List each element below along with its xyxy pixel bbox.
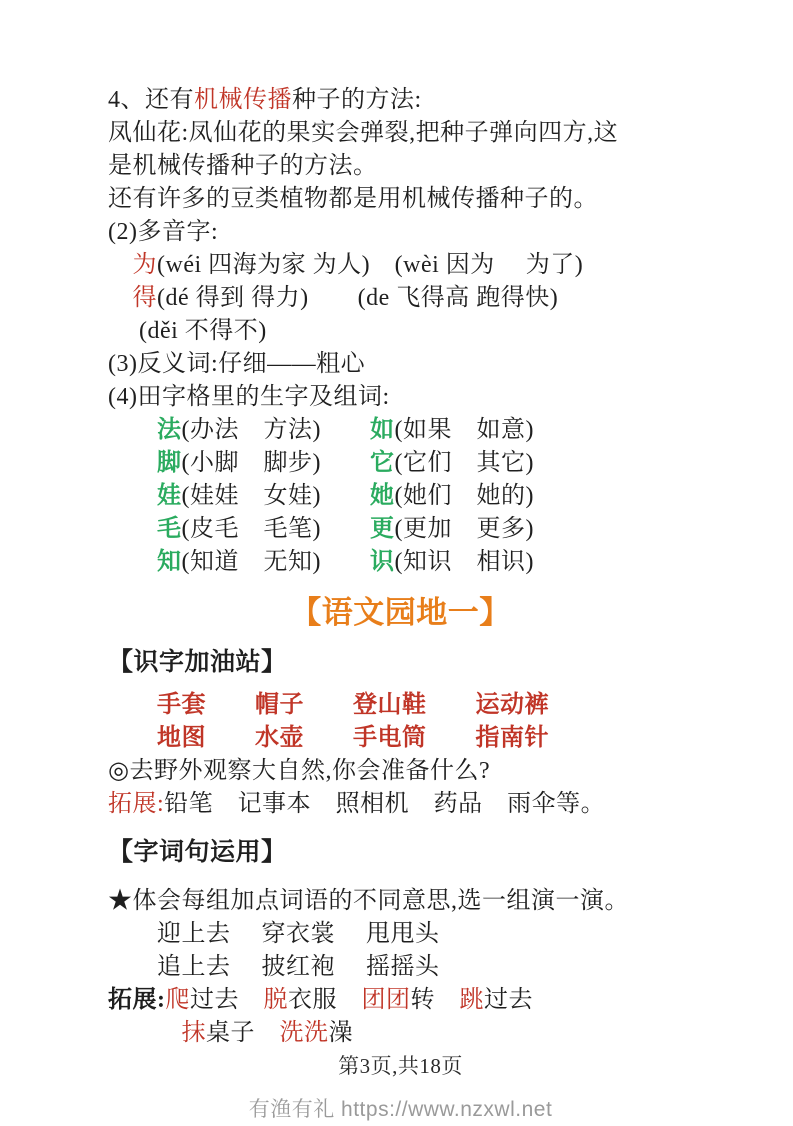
text-segment: 脱 xyxy=(263,987,288,1013)
text-segment xyxy=(321,483,370,509)
line-duoyinzi-title xyxy=(108,216,693,249)
text-segment: (办法 方法) xyxy=(181,417,321,443)
text-segment: (小脚 脚步) xyxy=(181,450,321,476)
text-segment: 【识字加油站】 xyxy=(108,649,287,676)
text-segment: 法 xyxy=(157,417,182,443)
line-shengzi-3 xyxy=(108,480,693,513)
text-segment: 转 xyxy=(410,987,460,1013)
line-duoyinzi-de xyxy=(108,282,693,315)
text-segment: (知道 无知) xyxy=(181,549,321,575)
text-segment: 爬 xyxy=(165,987,190,1013)
text-segment: 知 xyxy=(157,549,182,575)
document-body xyxy=(108,84,693,1050)
text-segment: 得 xyxy=(132,285,157,311)
text-segment: 追上去 披红袍 摇摇头 xyxy=(108,954,440,980)
text-segment: 衣服 xyxy=(288,987,362,1013)
text-segment: (3)反义词:仔细——粗心 xyxy=(108,351,366,377)
text-segment: 迎上去 穿衣裳 甩甩头 xyxy=(108,921,440,947)
line-shengzi-2 xyxy=(108,447,693,480)
text-segment: 【语文园地一】 xyxy=(290,595,511,630)
line-duoyinzi-dei xyxy=(108,315,693,348)
text-segment: 还有许多的豆类植物都是用机械传播种子的。 xyxy=(108,186,598,212)
text-segment: 洗洗 xyxy=(279,1020,329,1046)
line-phrase-row-1 xyxy=(108,918,693,951)
text-segment: 娃 xyxy=(157,483,182,509)
line-tuozhan-phrases-2 xyxy=(108,1017,693,1050)
text-segment: ◎去野外观察大自然,你会准备什么? xyxy=(108,758,491,784)
text-segment: (wéi 四海为家 为人) (wèi 因为 为了) xyxy=(157,252,584,278)
text-segment: (她们 她的) xyxy=(394,483,534,509)
text-segment: (更加 更多) xyxy=(394,516,534,542)
text-segment: 它 xyxy=(369,450,395,476)
line-fengxianhua-1 xyxy=(108,117,693,150)
text-segment: 拓展: xyxy=(108,987,166,1013)
text-segment xyxy=(108,725,157,751)
text-segment: 铅笔 记事本 照相机 药品 雨伞等。 xyxy=(164,791,606,817)
text-segment xyxy=(108,1020,182,1046)
text-segment: 澡 xyxy=(328,1020,353,1046)
page-footer xyxy=(108,1050,693,1126)
text-segment: (dé 得到 得力) (de 飞得高 跑得快) xyxy=(157,285,559,311)
text-segment xyxy=(321,417,370,443)
text-segment xyxy=(321,516,370,542)
watermark-url: 有渔有礼 https://www.nzxwl.net xyxy=(248,1098,553,1121)
line-phrase-row-2 xyxy=(108,951,693,984)
text-segment: (如果 如意) xyxy=(394,417,534,443)
text-segment: ★体会每组加点词语的不同意思,选一组演一演。 xyxy=(108,888,629,914)
heading-yuwen-yuandi-1 xyxy=(108,591,693,635)
text-segment: 抹 xyxy=(181,1020,206,1046)
text-segment: (2)多音字: xyxy=(108,219,219,245)
text-segment: (皮毛 毛笔) xyxy=(181,516,321,542)
text-segment xyxy=(108,549,157,575)
text-segment: 识 xyxy=(369,549,395,575)
line-mechanical-title xyxy=(108,84,693,117)
text-segment: (知识 相识) xyxy=(394,549,534,575)
line-shizi-words-2 xyxy=(108,722,693,755)
line-fanyici xyxy=(108,348,693,381)
text-segment: 毛 xyxy=(157,516,182,542)
line-star-instruction xyxy=(108,885,693,918)
text-segment: (娃娃 女娃) xyxy=(181,483,321,509)
line-duoyinzi-wei xyxy=(108,249,693,282)
text-segment: 地图 水壶 手电筒 指南针 xyxy=(157,725,549,751)
text-segment: (4)田字格里的生字及组词: xyxy=(108,384,390,410)
text-segment: 为 xyxy=(132,252,157,278)
page-number: 第3页,共18页 xyxy=(338,1054,463,1078)
line-tianzige-title xyxy=(108,381,693,414)
text-segment: 4、还有 xyxy=(108,87,194,113)
text-segment: 团团 xyxy=(361,987,411,1013)
heading-shizi-jiayouzhan xyxy=(108,645,693,681)
text-segment: 如 xyxy=(369,417,395,443)
text-segment xyxy=(108,417,157,443)
line-shengzi-5 xyxy=(108,546,693,579)
text-segment: 是机械传播种子的方法。 xyxy=(108,153,378,179)
text-segment: 机械传播 xyxy=(194,87,292,113)
text-segment: (它们 其它) xyxy=(394,450,534,476)
text-segment xyxy=(108,483,157,509)
text-segment: 脚 xyxy=(157,450,182,476)
text-segment xyxy=(108,450,157,476)
text-segment xyxy=(108,285,133,311)
text-segment xyxy=(321,450,370,476)
heading-zicijuyunyong xyxy=(108,835,693,871)
line-yewai-question xyxy=(108,755,693,788)
text-segment xyxy=(108,252,133,278)
text-segment: 手套 帽子 登山鞋 运动裤 xyxy=(157,692,549,718)
line-shengzi-1 xyxy=(108,414,693,447)
text-segment: 拓展: xyxy=(108,791,165,817)
text-segment: (děi 不得不) xyxy=(108,318,267,344)
text-segment: 凤仙花:凤仙花的果实会弹裂,把种子弹向四方,这 xyxy=(108,120,619,146)
text-segment xyxy=(108,692,157,718)
line-fengxianhua-2 xyxy=(108,150,693,183)
text-segment: 桌子 xyxy=(206,1020,280,1046)
line-tuozhan-phrases-1 xyxy=(108,984,693,1017)
line-shengzi-4 xyxy=(108,513,693,546)
text-segment xyxy=(321,549,370,575)
line-bean-plants xyxy=(108,183,693,216)
text-segment: 种子的方法: xyxy=(292,87,422,113)
text-segment: 她 xyxy=(369,483,395,509)
line-shizi-words-1 xyxy=(108,689,693,722)
text-segment: 过去 xyxy=(484,987,533,1013)
text-segment: 跳 xyxy=(459,987,484,1013)
text-segment xyxy=(108,516,157,542)
text-segment: 更 xyxy=(369,516,395,542)
line-tuozhan-shizi xyxy=(108,788,693,821)
text-segment: 过去 xyxy=(190,987,264,1013)
text-segment: 【字词句运用】 xyxy=(108,839,287,866)
